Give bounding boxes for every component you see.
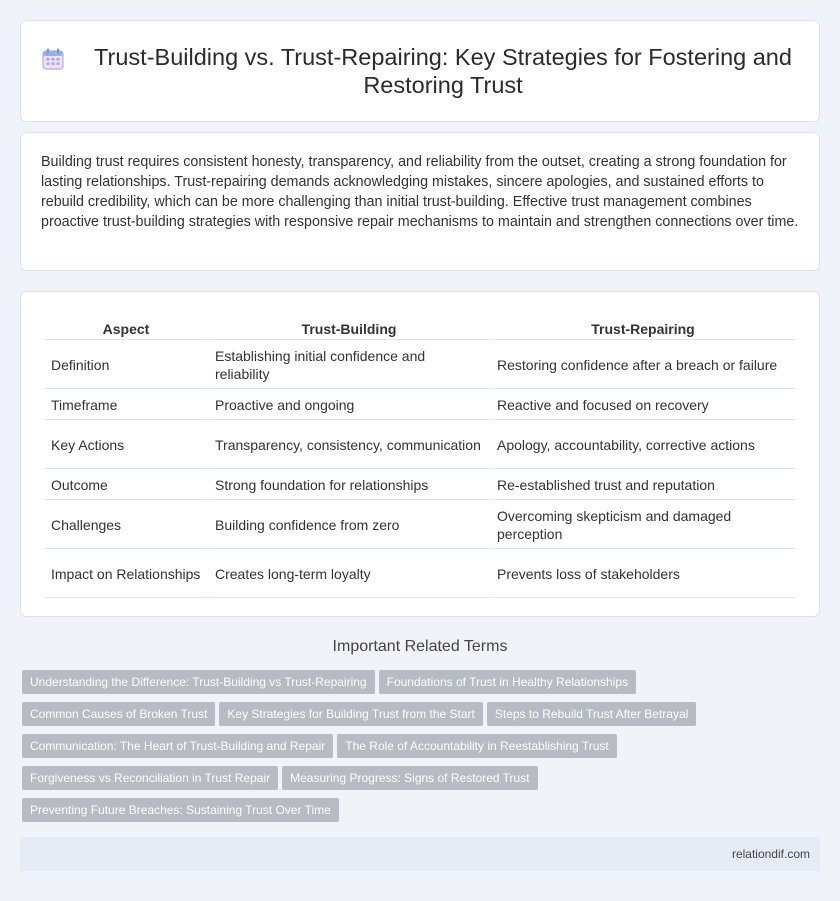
column-header-trust-building: Trust-Building (209, 316, 489, 340)
comparison-card (20, 291, 820, 617)
table-cell: Challenges (45, 502, 207, 549)
table-cell: Reactive and focused on recovery (491, 391, 795, 420)
table-row (45, 391, 795, 420)
table-cell: Apology, accountability, corrective actions (491, 422, 795, 469)
site-name[interactable]: relationdif.com (731, 847, 810, 861)
column-header-aspect: Aspect (45, 316, 207, 340)
table-cell: Building confidence from zero (209, 502, 489, 549)
calendar-icon (41, 47, 65, 71)
table-row (45, 551, 795, 598)
column-header-trust-repairing: Trust-Repairing (491, 316, 795, 340)
comparison-table (43, 314, 797, 600)
table-cell: Establishing initial confidence and reliability (209, 342, 489, 389)
related-terms-heading: Important Related Terms (332, 638, 508, 655)
table-row (45, 502, 795, 549)
table-cell: Prevents loss of stakeholders (491, 551, 795, 598)
table-cell: Proactive and ongoing (209, 391, 489, 420)
table-cell: Strong foundation for relationships (209, 471, 489, 500)
table-row (45, 422, 795, 469)
related-term-tag[interactable]: Foundations of Trust in Healthy Relationships (379, 670, 636, 694)
intro-text: Building trust requires consistent honesty, transparency, and reliability from the outset, creating a strong foundation for lasting relationships. Trust-repairing demands acknowledging mistakes, sincere apologies, and sustained efforts to rebuild credibility, which can be more challenging than initial trust-building. Effective trust management combines proactive trust-building strategies with responsive repair mechanisms to maintain and strengthen connections over time. (41, 154, 799, 230)
footer (20, 837, 820, 871)
related-term-tag[interactable]: Preventing Future Breaches: Sustaining Trust Over Time (22, 798, 339, 822)
header-card (20, 20, 820, 122)
intro-card (20, 132, 820, 271)
related-term-tag[interactable]: Measuring Progress: Signs of Restored Trust (282, 766, 537, 790)
table-header-row (45, 316, 795, 340)
table-cell: Restoring confidence after a breach or failure (491, 342, 795, 389)
related-terms-list (22, 670, 818, 830)
related-term-tag[interactable]: Communication: The Heart of Trust-Building and Repair (22, 734, 333, 758)
table-cell: Re-established trust and reputation (491, 471, 795, 500)
table-cell: Timeframe (45, 391, 207, 420)
table-cell: Outcome (45, 471, 207, 500)
related-term-tag[interactable]: Understanding the Difference: Trust-Building vs Trust-Repairing (22, 670, 375, 694)
table-cell: Key Actions (45, 422, 207, 469)
table-row (45, 471, 795, 500)
table-cell: Overcoming skepticism and damaged perception (491, 502, 795, 549)
page-title: Trust-Building vs. Trust-Repairing: Key Strategies for Fostering and Restoring Trust (94, 44, 792, 98)
table-cell: Creates long-term loyalty (209, 551, 489, 598)
related-term-tag[interactable]: Forgiveness vs Reconciliation in Trust Repair (22, 766, 278, 790)
related-term-tag[interactable]: The Role of Accountability in Reestablishing Trust (337, 734, 616, 758)
table-row (45, 342, 795, 389)
related-term-tag[interactable]: Steps to Rebuild Trust After Betrayal (487, 702, 696, 726)
table-cell: Transparency, consistency, communication (209, 422, 489, 469)
related-term-tag[interactable]: Key Strategies for Building Trust from the Start (219, 702, 482, 726)
table-cell: Definition (45, 342, 207, 389)
table-cell: Impact on Relationships (45, 551, 207, 598)
related-term-tag[interactable]: Common Causes of Broken Trust (22, 702, 215, 726)
